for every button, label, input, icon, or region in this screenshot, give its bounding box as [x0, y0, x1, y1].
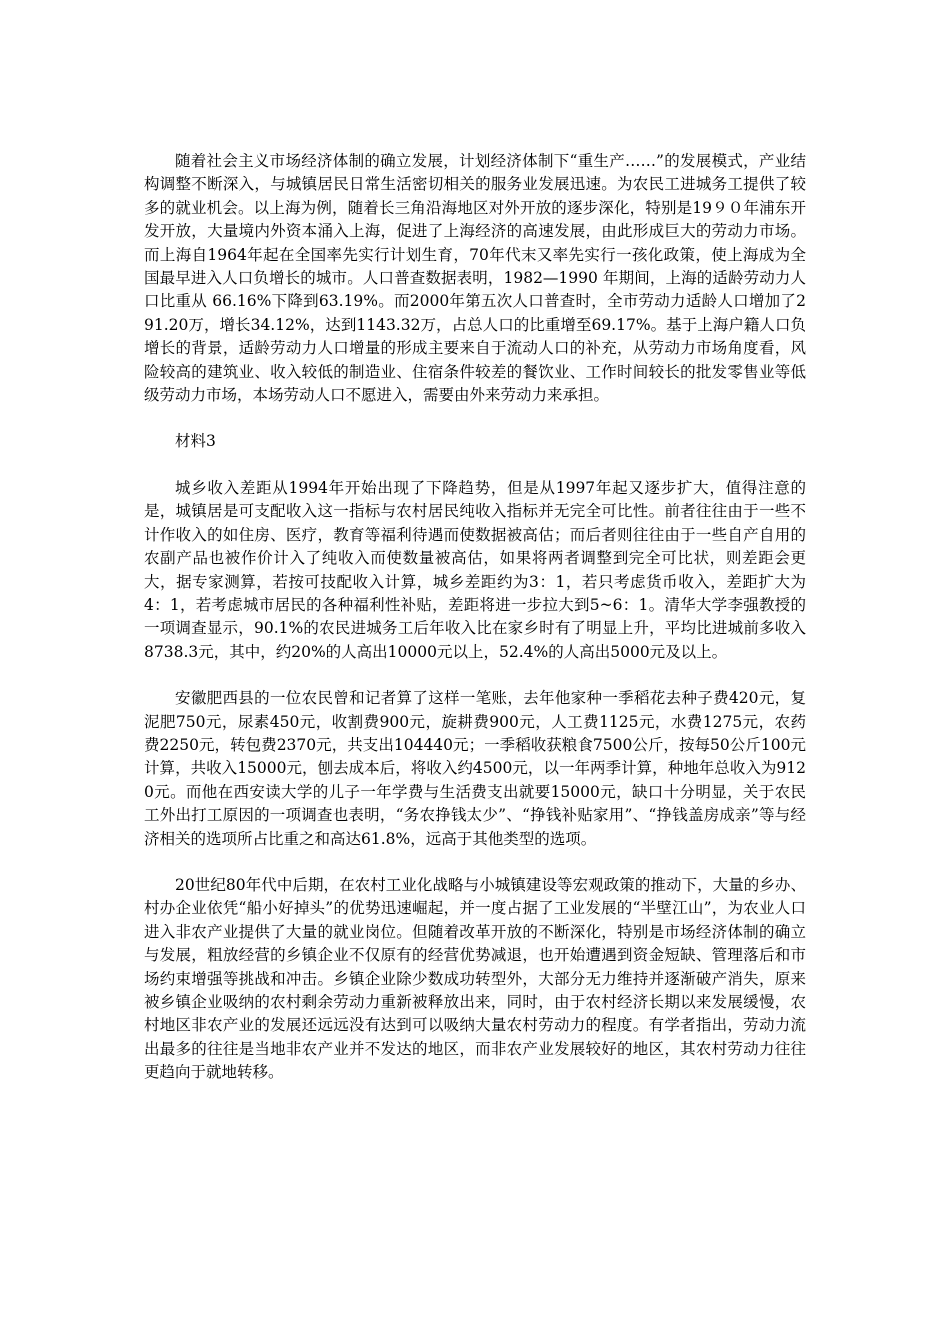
paragraph-income-gap: 城乡收入差距从1994年开始出现了下降趋势，但是从1997年起又逐步扩大，值得注意的是，城镇居是可支配收入这一指标与农村居民纯收入指标并无完全可比性。前者往往由于一些不计作收入的如住房、医疗，教育等福利待遇而使数据被高估；而后者则往往由于一些自产自用的农副产品也被作价计入了纯收入而使数量被高估，如果将两者调整到完全可比状，则差距会更大，据专家测算，若按可技配收入计算，城乡差距约为3：1，若只考虑货币收入，差距扩大为4：1，若考虑城市居民的各种福利性补贴，差距将进一步拉大到5~6：1。清华大学李强教授的一项调查显示，90.1%的农民进城务工后年收入比在家乡时有了明显上升，平均比进城前多收入8738.3元，其中，约20%的人高出10000元以上，52.4%的人高出5000元及以上。: [144, 478, 806, 661]
material-heading: 材料3: [175, 432, 216, 451]
document-body: [144, 150, 806, 1085]
paragraph-spacer: [144, 454, 806, 477]
paragraph-shanghai-labor-market: 随着社会主义市场经济体制的确立发展，计划经济体制下“重生产……”的发展模式，产业结构调整不断深入，与城镇居民日常生活密切相关的服务业发展迅速。为农民工进城务工提供了较多的就业机会。以上海为例，随着长三角沿海地区对外开放的逐步深化，特别是19９０年浦东开发开放，大量境内外资本涌入上海，促进了上海经济的高速发展，由此形成巨大的劳动力市场。而上海自1964年起在全国率先实行计划生育，70年代末又率先实行一孩化政策，使上海成为全国最早进入人口负增长的城市。人口普查数据表明，1982—1990 年期间，上海的适龄劳动力人口比重从 66.16%下降到63.19%。而2000年第五次人口普查时，全市劳动力适龄人口增加了291.20万，增长34.12%，达到1143.32万，占总人口的比重增至69.17%。基于上海户籍人口负增长的背景，适龄劳动力人口增量的形成主要来自于流动人口的补充，从劳动力市场角度看，风险较高的建筑业、收入较低的制造业、住宿条件较差的餐饮业、工作时间较长的批发零售业等低级劳动力市场，本场劳动人口不愿进入，需要由外来劳动力来承担。: [144, 152, 806, 405]
paragraph-township-enterprises: 20世纪80年代中后期，在农村工业化战略与小城镇建设等宏观政策的推动下，大量的乡办、村办企业依凭“船小好掉头”的优势迅速崛起，并一度占据了工业发展的“半壁江山”，为农业人口进入非农产业提供了大量的就业岗位。但随着改革开放的不断深化，特别是市场经济体制的确立与发展，粗放经营的乡镇企业不仅原有的经营优势减退，也开始遭遇到资金短缺、管理落后和市场约束增强等挑战和冲击。乡镇企业除少数成功转型外，大部分无力维持并逐渐破产消失，原来被乡镇企业吸纳的农村剩余劳动力重新被释放出来，同时，由于农村经济长期以来发展缓慢，农村地区非农产业的发展还远远没有达到可以吸纳大量农村劳动力的程度。有学者指出，劳动力流出最多的往往是当地非农产业并不发达的地区，而非农产业发展较好的地区，其农村劳动力往往更趋向于就地转移。: [144, 875, 806, 1082]
paragraph-farmer-account: 安徽肥西县的一位农民曾和记者算了这样一笔账，去年他家种一季稻花去种子费420元，复泥肥750元，尿素450元，收割费900元，旋耕费900元，人工费1125元，水费1275元，农药费2250元，转包费2370元，共支出104440元；一季稻收获粮食7500公斤，按每50公斤100元计算，共收入15000元，刨去成本后，将收入约4500元，以一年两季计算，种地年总收入为9120元。而他在西安读大学的儿子一年学费与生活费支出就要15000元，缺口十分明显，关于农民工外出打工原因的一项调查也表明，“务农挣钱太少”、“挣钱补贴家用”、“挣钱盖房成亲”等与经济相关的选项所占比重之和高达61.8%，远高于其他类型的选项。: [144, 689, 806, 848]
paragraph-spacer: [144, 664, 806, 687]
paragraph-spacer: [144, 851, 806, 874]
paragraph-spacer: [144, 407, 806, 430]
